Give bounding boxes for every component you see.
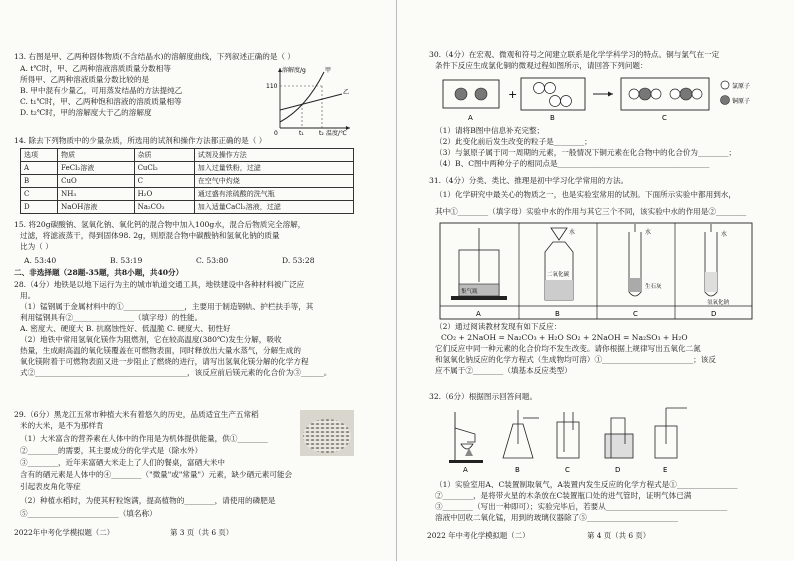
table-cell: 加入适量CaCl₂溶液，过滤 bbox=[194, 201, 353, 214]
q13-option: C. t₁℃时，甲、乙两种饱和溶液的溶质质量相等 bbox=[20, 97, 182, 106]
q31-line: （2）通过阅读教材发现有如下反应： bbox=[435, 322, 562, 331]
table-cell: 通过盛有浓硫酸的洗气瓶 bbox=[194, 188, 353, 201]
q14-stem: 14. 除去下列物质中的少量杂质，所选用的试剂和操作方法都正确的是（ ） bbox=[14, 136, 267, 145]
rice-photo bbox=[300, 410, 354, 456]
table-cell: NH₃ bbox=[58, 188, 134, 201]
reagent-table bbox=[20, 148, 354, 214]
figure-caption: A bbox=[463, 466, 468, 474]
figure-caption: C bbox=[633, 310, 638, 318]
table-header-cell: 物质 bbox=[58, 149, 134, 162]
table-cell: D bbox=[21, 201, 58, 214]
q30-question: （2）此变化前后发生改变的粒子是________； bbox=[435, 137, 592, 146]
page-footer-title: 2022年中考化学模拟题（二） bbox=[14, 528, 115, 537]
curve-label: 乙 bbox=[343, 89, 350, 96]
q13-option: A. t℃时，甲、乙两种溶液溶质质量分数相等 bbox=[20, 64, 171, 73]
figure-caption: D bbox=[711, 310, 717, 318]
fig-label: 氢氧化钠 bbox=[707, 300, 730, 306]
q28-line: 热量，生成耐高温的氧化镁覆盖在可燃物表面，同时释放出大量水蒸气，分解生成的 bbox=[20, 346, 301, 355]
water-experiments-figure bbox=[439, 222, 753, 320]
fig-label: 水 bbox=[569, 229, 576, 236]
fig-label: 二氧化碳 bbox=[547, 272, 570, 278]
figure-caption: E bbox=[663, 466, 668, 474]
graph-ylabel: 溶解度/g bbox=[282, 67, 306, 74]
q29-line: ③________，近年来富硒大米走上了人们的餐桌，富硒大米中 bbox=[20, 458, 226, 467]
table-cell: CuO bbox=[58, 175, 134, 188]
q28-line: 28.（4分）地铁是以地下运行为主的城市轨道交通工具，地铁建设中各种材料被广泛应 bbox=[14, 280, 305, 289]
section-heading: 二、非选择题（28题-35题，共8小题，共40分） bbox=[14, 268, 184, 277]
q13-option: B. 甲中混有少量乙，可用蒸发结晶的方法提纯乙 bbox=[20, 86, 183, 95]
gas-apparatus-figure bbox=[447, 404, 697, 474]
fig-label: 生石灰 bbox=[645, 284, 662, 290]
experiment-d-apparatus bbox=[705, 224, 730, 306]
table-cell: FeCl₂溶液 bbox=[58, 162, 134, 175]
apparatus-e bbox=[655, 408, 687, 458]
graph-xtick: t₂ bbox=[319, 130, 324, 136]
curve-label: 甲 bbox=[325, 67, 332, 74]
q30-line: 条件下反应生成氯化铜的微观过程如图所示，请回答下列问题： bbox=[435, 61, 648, 70]
q28-line: 式②________________________________________，该反应前后镁元素的化合价为③______。 bbox=[20, 368, 332, 377]
q31-line: 它们反应中同一种元素的化合价均不发生改变。请你根据上规律写出五氧化二氮 bbox=[435, 344, 701, 353]
apparatus-c bbox=[557, 412, 579, 458]
table-header-cell: 选项 bbox=[21, 149, 58, 162]
table-cell: C bbox=[134, 175, 194, 188]
panel-label: A bbox=[468, 114, 473, 122]
figure-caption: B bbox=[515, 466, 520, 474]
fig-label: 集气瓶 bbox=[461, 289, 478, 295]
table-row bbox=[21, 201, 354, 214]
apparatus-a bbox=[449, 412, 483, 463]
q15-line: 15. 将20g碳酸钠、氢氧化钠、氧化钙的混合物中加入100g水，混合后物质完全溶解， bbox=[14, 220, 306, 229]
page-4 bbox=[397, 0, 794, 561]
q28-line: （2）地铁中常用氢氧化镁作为阻燃剂，它在较高温度(380℃)发生分解，吸收 bbox=[20, 335, 282, 344]
fig-label: 水 bbox=[721, 231, 728, 238]
q15-line: 过滤，将滤液蒸干，得到固体98. 2g，则原混合物中碳酸钠和氢氧化钠的质量 bbox=[20, 231, 280, 240]
panel-label: B bbox=[550, 114, 555, 122]
experiment-a-apparatus bbox=[451, 228, 507, 300]
figure-caption: A bbox=[476, 310, 481, 318]
q28-line: 氧化镁附着于可燃物表面又进一步阻止了燃烧的进行，请写出氢氧化镁分解的化学方程 bbox=[20, 357, 309, 366]
q32-line: （1）实验室用A、C装置制取氧气，A装置内发生反应的化学方程式是①________________ bbox=[435, 480, 738, 489]
q13-option: 所得甲、乙两种溶液质量分数比较的是 bbox=[20, 75, 150, 84]
q30-line: 30.（4分）在宏观、微观和符号之间建立联系是化学学科学习的特点。铜与氯气在一定 bbox=[429, 50, 720, 59]
q32-stem: 32.（6分）根据图示回答问题。 bbox=[429, 392, 538, 401]
page-number: 第 3 页（共 6 页） bbox=[170, 528, 234, 537]
graph-origin: 0 bbox=[274, 130, 278, 136]
q31-line: 其中①________（填字母）实验中水的作用与其它三个不同，该实验中水的作用是②________ bbox=[435, 207, 747, 216]
q31-line: （1）化学研究中最关心的物质之一，也是实验室常用的试剂。下面所示实验中都用到水， bbox=[435, 190, 736, 199]
q31-line: 应不属于②________（填基本反应类型） bbox=[435, 366, 572, 375]
apparatus-d bbox=[605, 418, 633, 458]
table-cell: Na₂CO₃ bbox=[134, 201, 194, 214]
q29-line: ⑤________________________（填名称） bbox=[20, 509, 157, 518]
figure-caption: D bbox=[615, 466, 621, 474]
table-cell: 加入过量铁粉，过滤 bbox=[194, 162, 353, 175]
table-cell: B bbox=[21, 175, 58, 188]
table-header bbox=[21, 149, 354, 162]
q29-line: 29.（6分）黑龙江五常市种植大米有着悠久的历史，品质适宜生产五常稻 bbox=[14, 410, 259, 419]
table-cell: 在空气中灼烧 bbox=[194, 175, 353, 188]
svg-text:+: + bbox=[508, 88, 518, 101]
graph-xlabel: 温度/℃ bbox=[326, 130, 347, 136]
legend-chlorine: 氯原子 bbox=[732, 83, 751, 90]
q32-line: 溶液中回收二氧化锰，用到的玻璃仪器除了⑤________________________ bbox=[435, 513, 678, 522]
table-row bbox=[21, 175, 354, 188]
legend-copper: 铜原子 bbox=[732, 98, 751, 105]
q30-question: （4）B、C图中两种分子的相同点是________________________________________ bbox=[435, 159, 710, 168]
table-header-cell: 杂质 bbox=[134, 149, 194, 162]
table-cell: H₂O bbox=[134, 188, 194, 201]
figure-caption: B bbox=[555, 310, 560, 318]
table-header-cell: 试剂及操作方法 bbox=[194, 149, 353, 162]
q15-option: A. 53:40 bbox=[24, 256, 57, 265]
q15-option: C. 53:80 bbox=[196, 256, 229, 265]
q30-question: （1）请将B图中信息补充完整； bbox=[435, 126, 545, 135]
q29-line: 含有的硒元素是人体中的④________（"微量"或"常量"）元素，缺少硒元素可能会 bbox=[20, 470, 293, 479]
q29-line: 米的大米，是不为那样肯 bbox=[20, 421, 104, 430]
q28-line: A. 密度大、硬度大 B. 抗腐蚀性好、低温脆 C. 硬度大、韧性好 bbox=[20, 324, 231, 333]
fig-label: 水 bbox=[645, 229, 652, 236]
reaction-micro-diagram bbox=[441, 74, 763, 124]
table-row bbox=[21, 188, 354, 201]
solubility-graph bbox=[262, 64, 354, 136]
table-cell: CuCl₂ bbox=[134, 162, 194, 175]
q31-equation: CO₂ + 2NaOH = Na₂CO₃ + H₂O SO₂ + 2NaOH = Na₂SO₃ + H₂O bbox=[441, 333, 688, 342]
q13-option: D. t₂℃时，甲的溶解度大于乙的溶解度 bbox=[20, 108, 152, 117]
q31-line: 31.（4分）分类、类比、推理是初中学习化学常用的方法。 bbox=[429, 176, 629, 185]
q29-line: 引起表皮角化等症 bbox=[20, 482, 81, 491]
page-footer-title: 2022 年中考化学模拟题（二） bbox=[427, 531, 530, 540]
apparatus-b bbox=[503, 410, 539, 458]
table-cell: A bbox=[21, 162, 58, 175]
q31-line: 和氢氧化钠反应的化学方程式（生成物均可溶）①________________________；该反 bbox=[435, 355, 716, 364]
q15-option: B. 53:19 bbox=[110, 256, 143, 265]
q29-line: （2）种植水稻时，为使其籽粒饱满，提高植物的________，请使用的磷肥是 bbox=[20, 496, 276, 505]
q13-stem: 13. 右图是甲、乙两种固体物质(不含结晶水)的溶解度曲线，下列叙述正确的是（ ） bbox=[14, 52, 296, 61]
q28-line: 利用锰钢具有②________________（填字母）的性能。 bbox=[20, 313, 203, 322]
panel-label: C bbox=[662, 114, 667, 122]
q32-line: ②________，是将带火星的木条放在C装置瓶口处的进气管时，证明气体已满 bbox=[435, 491, 692, 500]
q30-question: （3）与氯原子属于同一周期的元素，一般情况下铜元素在化合物中的化合价为________； bbox=[435, 148, 736, 157]
table-row bbox=[21, 162, 354, 175]
page-number: 第 4 页（共 6 页） bbox=[587, 531, 651, 540]
graph-xtick: t₁ bbox=[299, 130, 304, 136]
figure-caption: C bbox=[565, 466, 570, 474]
table-cell: NaOH溶液 bbox=[58, 201, 134, 214]
q29-line: ②________的需要，其主要成分的化学式是（除水外） bbox=[20, 446, 203, 455]
q28-line: 用。 bbox=[20, 291, 36, 300]
q29-line: （1）大米富含的营养素在人体中的作用是为机体提供能量，供①________ bbox=[20, 434, 268, 443]
q15-line: 比为（ ） bbox=[20, 242, 53, 251]
q28-line: （1）锰钢属于金属材料中的①________________，主要用于制造钢轨、护栏扶手等，其 bbox=[20, 302, 314, 311]
graph-ytick: 110 bbox=[266, 83, 278, 90]
table-cell: C bbox=[21, 188, 58, 201]
q15-option: D. 53:28 bbox=[282, 256, 315, 265]
q32-line: ③________（写出一种即可）；实验完毕后，若要从________________________________ bbox=[435, 502, 728, 511]
experiment-c-apparatus bbox=[629, 224, 662, 296]
experiment-b-apparatus bbox=[545, 228, 575, 300]
